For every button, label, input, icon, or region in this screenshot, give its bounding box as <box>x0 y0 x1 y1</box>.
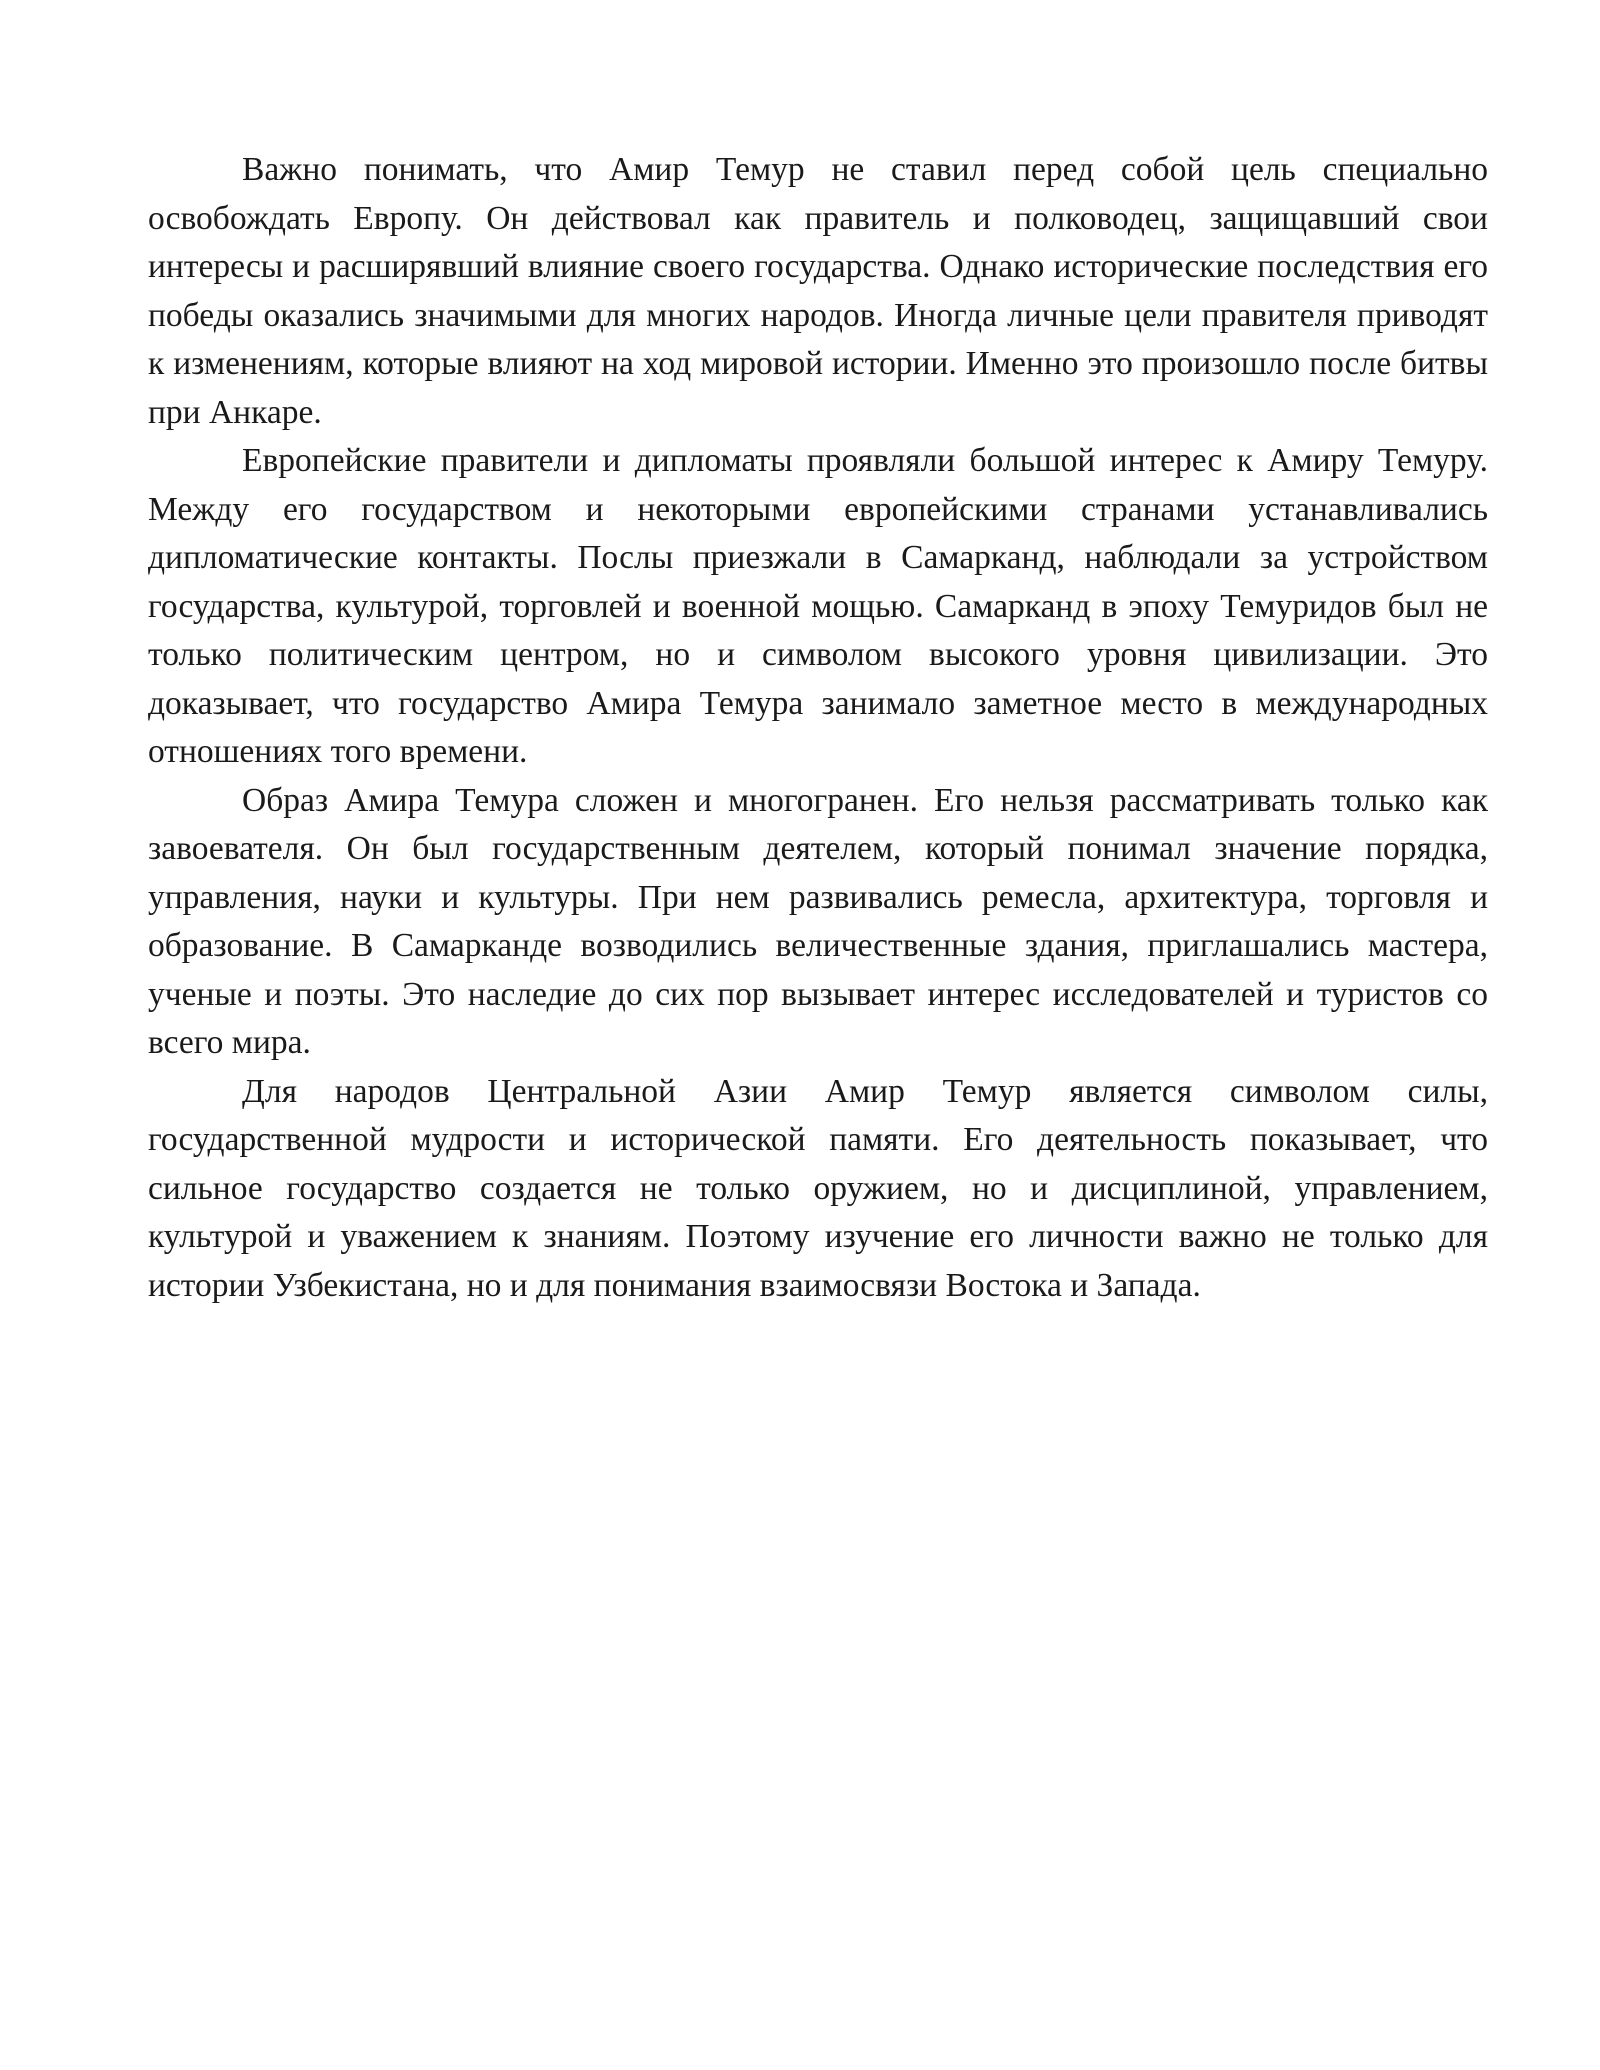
paragraph-3: Образ Амира Темура сложен и многогранен. Его нельзя рассматривать только как завоевателя. Он был государственным деятелем, который понимал значение порядка, управления, науки и культуры. При нем развивались ремесла, архитектура, торговля и образование. В Самарканде возводились величественные здания, приглашались мастера, ученые и поэты. Это наследие до сих пор вызывает интерес исследователей и туристов со всего мира. <box>148 781 1488 1061</box>
paragraph-1: Важно понимать, что Амир Темур не ставил перед собой цель специально освобождать Европу. Он действовал как правитель и полководец, защищавший свои интересы и расширявший влияние своего государства. Однако исторические последствия его победы оказались значимыми для многих народов. Иногда личные цели правителя приводят к изменениям, которые влияют на ход мировой истории. Именно это произошло после битвы при Анкаре. <box>148 151 1488 431</box>
paragraph-4: Для народов Центральной Азии Амир Темур является символом силы, государственной мудрости и исторической памяти. Его деятельность показывает, что сильное государство создается не только оружием, но и дисциплиной, управлением, культурой и уважением к знаниям. Поэтому изучение его личности важно не только для истории Узбекистана, но и для понимания взаимосвязи Востока и Запада. <box>148 1072 1488 1304</box>
document-body <box>148 146 1488 1310</box>
paragraph-2: Европейские правители и дипломаты проявляли большой интерес к Амиру Темуру. Между его государством и некоторыми европейскими странами устанавливались дипломатические контакты. Послы приезжали в Самарканд, наблюдали за устройством государства, культурой, торговлей и военной мощью. Самарканд в эпоху Темуридов был не только политическим центром, но и символом высокого уровня цивилизации. Это доказывает, что государство Амира Темура занимало заметное место в международных отношениях того времени. <box>148 442 1488 770</box>
